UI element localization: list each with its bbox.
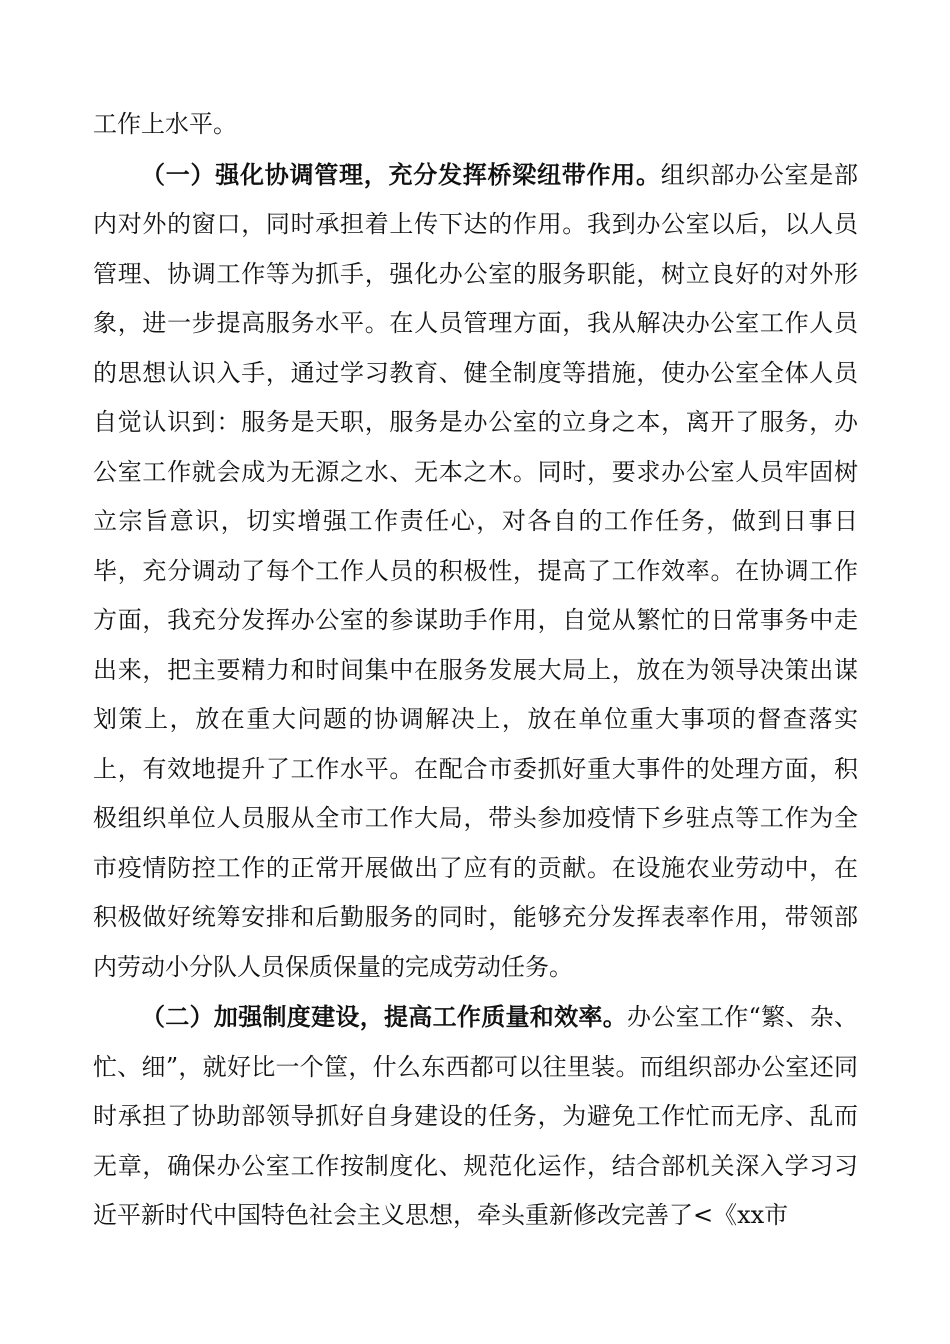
section-heading-2: （二）加强制度建设，提高工作质量和效率。 (141, 1002, 628, 1031)
paragraph-section-1 (93, 150, 858, 993)
paragraph-continuation (93, 100, 858, 150)
paragraph-text: 组织部办公室是部内对外的窗口，同时承担着上传下达的作用。我到办公室以后，以人员管理、协调工作等为抓手，强化办公室的服务职能，树立良好的对外形象，进一步提高服务水平。在人员管理方面，我从解决办公室工作人员的思想认识入手，通过学习教育、健全制度等措施，使办公室全体人员自觉认识到：服务是天职，服务是办公室的立身之本，离开了服务，办公室工作就会成为无源之水、无本之木。同时，要求办公室人员牢固树立宗旨意识，切实增强工作责任心，对各自的工作任务，做到日事日毕，充分调动了每个工作人员的积极性，提高了工作效率。在协调工作方面，我充分发挥办公室的参谋助手作用，自觉从繁忙的日常事务中走出来，把主要精力和时间集中在服务发展大局上，放在为领导决策出谋划策上，放在重大问题的协调解决上，放在单位重大事项的督查落实上，有效地提升了工作水平。在配合市委抓好重大事件的处理方面，积极组织单位人员服从全市工作大局，带头参加疫情下乡驻点等工作为全市疫情防控工作的正常开展做出了应有的贡献。在设施农业劳动中，在积极做好统筹安排和后勤服务的同时，能够充分发挥表率作用，带领部内劳动小分队人员保质保量的完成劳动任务。 (93, 160, 858, 981)
section-heading-1: （一）强化协调管理，充分发挥桥梁纽带作用。 (141, 159, 661, 189)
paragraph-text: 工作上水平。 (93, 110, 237, 138)
paragraph-text: 办公室工作“繁、杂、忙、细”，就好比一个筐，什么东西都可以往里装。而组织部办公室还同时承担了协助部领导抓好自身建设的任务，为避免工作忙而无序、乱而无章，确保办公室工作按制度化、规范化运作，结合部机关深入学习习近平新时代中国特色社会主义思想，牵头重新修改完善了<《xx市 (93, 1003, 858, 1229)
document-body (93, 100, 858, 1241)
paragraph-section-2 (93, 992, 858, 1241)
